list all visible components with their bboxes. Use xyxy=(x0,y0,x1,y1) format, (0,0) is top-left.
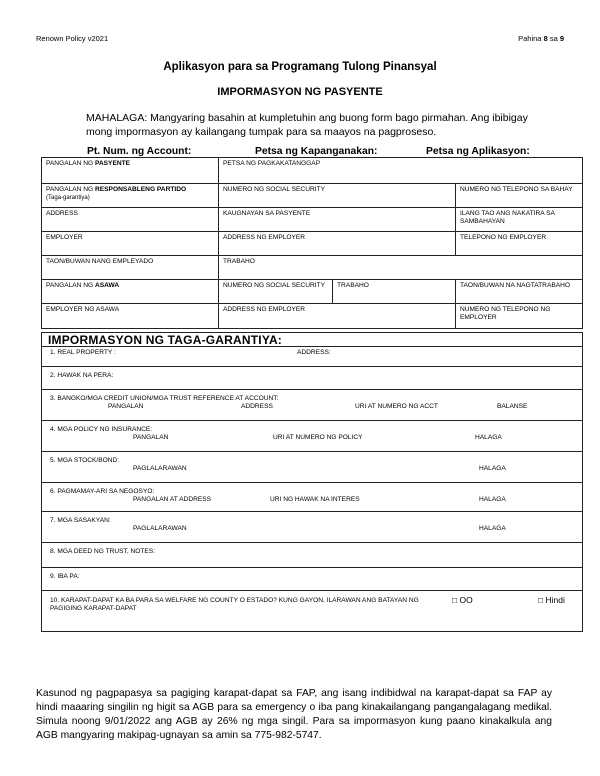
insurance-amount-col: HALAGA xyxy=(475,434,502,441)
application-date-label: Petsa ng Aplikasyon: xyxy=(426,146,530,157)
page-total: 9 xyxy=(559,34,564,43)
spouse-employer-field[interactable]: EMPLOYER NG ASAWA xyxy=(46,306,120,313)
bank-label: 3. BANGKO/MGA CREDIT UNION/MGA TRUST REFERENCE AT ACCOUNT: xyxy=(50,395,279,402)
business-name-col: PANGALAN AT ADDRESS xyxy=(133,496,212,503)
stocks-row[interactable] xyxy=(42,452,582,483)
job-field[interactable]: TRABAHO xyxy=(218,256,582,279)
other-label: 9. IBA PA: xyxy=(50,573,80,580)
deeds-row[interactable] xyxy=(42,543,582,568)
bank-account-col: URI AT NUMERO NG ACCT xyxy=(355,403,438,410)
years-employed-field[interactable]: TAON/BUWAN NANG EMPLEYADO xyxy=(46,258,154,265)
guarantor-note: (Taga-garantiya) xyxy=(46,195,90,201)
welfare-question-line1: 10. KARAPAT-DAPAT KA BA PARA SA WELFARE NG COUNTY O ESTADO? KUNG GAYON, ILARAWAN ANG BATAYAN NG xyxy=(50,597,419,604)
bank-name-col: PANGALAN xyxy=(108,403,144,410)
row-spouse xyxy=(42,280,582,304)
form-title: Aplikasyon para sa Programang Tulong Pinansyal xyxy=(163,61,437,73)
guarantor-home-phone-field[interactable]: NUMERO NG TELEPONO SA BAHAY xyxy=(455,184,582,207)
page-prefix: Pahina xyxy=(518,34,544,43)
spouse-job-field[interactable]: TRABAHO xyxy=(332,280,455,303)
insurance-label: 4. MGA POLICY NG INSURANCE: xyxy=(50,426,153,433)
business-amount-col: HALAGA xyxy=(479,496,506,503)
spouse-years-field[interactable]: TAON/BUWAN NA NAGTATRABAHO xyxy=(455,280,582,303)
section-title: IMPORMASYON NG PASYENTE xyxy=(217,86,383,98)
yes-label: OO xyxy=(459,595,473,605)
employer-address-field[interactable]: ADDRESS NG EMPLOYER xyxy=(218,232,455,255)
account-number-label: Pt. Num. ng Account: xyxy=(87,146,192,157)
spouse-employer-phone-field[interactable]: NUMERO NG TELEPONO NG EMPLOYER xyxy=(455,304,582,328)
cash-label: 2. HAWAK NA PERA: xyxy=(50,372,114,379)
bank-balance-col: BALANSE xyxy=(497,403,528,410)
patient-name-prefix: PANGALAN NG xyxy=(46,160,95,167)
stocks-label: 5. MGA STOCK/BOND: xyxy=(50,457,120,464)
welfare-yes-option[interactable] xyxy=(452,596,473,604)
spouse-name-prefix: PANGALAN NG xyxy=(46,282,95,289)
no-checkbox[interactable]: □ xyxy=(538,595,544,605)
policy-version: Renown Policy v2021 xyxy=(36,34,109,43)
welfare-row xyxy=(42,591,582,631)
bank-row[interactable] xyxy=(42,390,582,421)
spouse-employer-address-field[interactable]: ADDRESS NG EMPLOYER xyxy=(218,304,455,328)
insurance-policy-col: URI AT NUMERO NG POLICY xyxy=(273,434,363,441)
agb-footer-note: Kasunod ng pagpapasya sa pagiging karapat-dapat sa FAP, ang isang indibidwal na karapat-dapat sa FAP ay hindi maaaring singilin ng higit sa AGB para sa emergency o iba pang kinakailangang pangangalagang medikal. Simula noong 9/01/2022 ang AGB ay 26% ng mga singil. Para sa impormasyon kung paano kinakalkula ang AGB mangyaring makipag-ugnayan sa amin sa 775-982-5747. xyxy=(36,688,552,741)
employer-phone-field[interactable]: TELEPONO NG EMPLOYER xyxy=(455,232,582,255)
row-spouse-employer xyxy=(42,304,582,328)
real-property-label: 1. REAL PROPERTY : xyxy=(50,349,116,356)
page-mid: sa xyxy=(547,34,560,43)
birth-date-label: Petsa ng Kapanganakan: xyxy=(255,146,378,157)
insurance-row[interactable] xyxy=(42,421,582,452)
received-date-field[interactable]: PETSA NG PAGKAKATANGGAP xyxy=(218,158,582,183)
row-address xyxy=(42,208,582,232)
patient-name-bold: PASYENTE xyxy=(94,160,131,167)
guarantor-name-prefix: PANGALAN NG xyxy=(46,186,95,193)
spouse-name-bold: ASAWA xyxy=(94,282,120,289)
other-row[interactable] xyxy=(42,568,582,591)
employer-field[interactable]: EMPLOYER xyxy=(46,234,83,241)
cash-row[interactable] xyxy=(42,367,582,390)
spouse-ssn-field[interactable]: NUMERO NG SOCIAL SECURITY xyxy=(218,280,332,303)
insurance-name-col: PANGALAN xyxy=(133,434,169,441)
business-label: 6. PAGMAMAY-ARI SA NEGOSYO: xyxy=(50,488,155,495)
guarantor-ssn-field[interactable]: NUMERO NG SOCIAL SECURITY xyxy=(218,184,455,207)
patient-name-field[interactable] xyxy=(42,158,218,183)
address-field[interactable]: ADDRESS xyxy=(46,210,78,217)
guarantor-name-bold: RESPONSABLENG PARTIDO xyxy=(94,186,187,193)
row-patient xyxy=(42,158,582,184)
row-employer xyxy=(42,232,582,256)
business-interest-col: URI NG HAWAK NA INTERES xyxy=(270,496,360,503)
vehicles-row[interactable] xyxy=(42,512,582,543)
welfare-no-option[interactable] xyxy=(538,596,565,604)
vehicles-label: 7. MGA SASAKYAN: xyxy=(50,517,111,524)
welfare-question-line2: PAGIGING KARAPAT-DAPAT xyxy=(50,605,137,612)
patient-info-table xyxy=(41,157,583,329)
vehicles-amount-col: HALAGA xyxy=(479,525,506,532)
bank-address-col: ADDRESS xyxy=(241,403,273,410)
stocks-description-col: PAGLALARAWAN xyxy=(133,465,187,472)
page-current: 8 xyxy=(543,34,548,43)
row-guarantor xyxy=(42,184,582,208)
guarantor-name-field[interactable] xyxy=(42,184,218,207)
guarantor-section-title: IMPORMASYON NG TAGA-GARANTIYA: xyxy=(42,333,582,347)
deeds-label: 8. MGA DEED NG TRUST, NOTES: xyxy=(50,548,156,555)
relation-field[interactable]: KAUGNAYAN SA PASYENTE xyxy=(218,208,455,231)
vehicles-description-col: PAGLALARAWAN xyxy=(133,525,187,532)
page-number xyxy=(518,34,564,43)
business-row[interactable] xyxy=(42,483,582,512)
spouse-name-field[interactable] xyxy=(42,280,218,303)
real-property-row[interactable] xyxy=(42,347,582,367)
yes-checkbox[interactable]: □ xyxy=(452,595,458,605)
household-size-field[interactable]: ILANG TAO ANG NAKATIRA SA SAMBAHAYAN xyxy=(455,208,582,231)
important-notice: MAHALAGA: Mangyaring basahin at kumpletuhin ang buong form bago pirmahan. Ang ibibigay mong impormasyon ay kailangang tumpak para sa maayos na pagproseso. xyxy=(86,112,528,138)
stocks-amount-col: HALAGA xyxy=(479,465,506,472)
no-label: Hindi xyxy=(545,595,565,605)
real-property-address-label: ADDRESS: xyxy=(297,349,331,356)
guarantor-info-section xyxy=(41,332,583,632)
row-employment xyxy=(42,256,582,280)
